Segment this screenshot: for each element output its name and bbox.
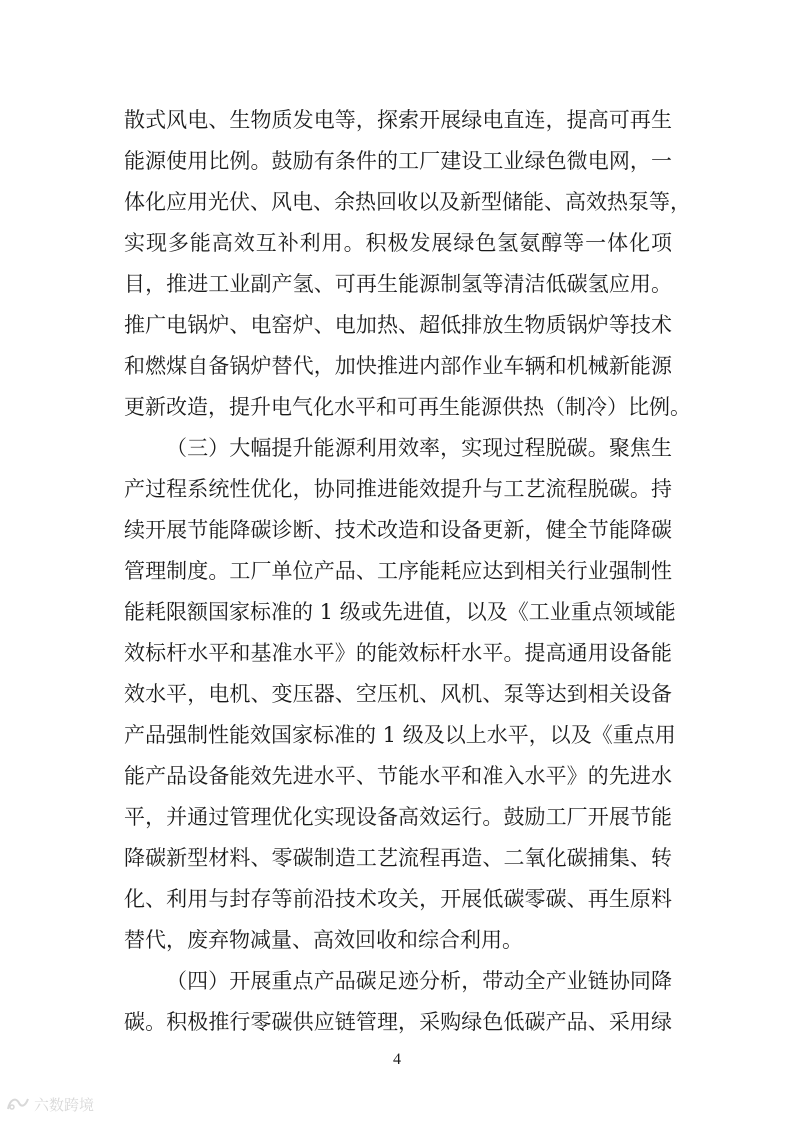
section-heading-line: （四）开展重点产品碳足迹分析，带动全产业链协同降 (166, 969, 672, 993)
text-line: 碳。积极推行零碳供应链管理，采购绿色低碳产品、采用绿 (124, 1010, 672, 1034)
watermark (6, 1093, 94, 1115)
text-line: 效水平，电机、变压器、空压机、风机、泵等达到相关设备 (124, 682, 672, 706)
text-line: 降碳新型材料、零碳制造工艺流程再造、二氧化碳捕集、转 (124, 846, 672, 870)
text-line: 能产品设备能效先进水平、节能水平和准入水平》的先进水 (124, 764, 672, 788)
text-line: 能耗限额国家标准的 1 级或先进值，以及《工业重点领域能 (124, 600, 676, 624)
section-heading-line: （三）大幅提升能源利用效率，实现过程脱碳。聚焦生 (166, 436, 672, 460)
text-line: 更新改造，提升电气化水平和可再生能源供热（制冷）比例。 (124, 395, 691, 419)
text-line: 产过程系统性优化，协同推进能效提升与工艺流程脱碳。持 (124, 477, 672, 501)
text-line: 平，并通过管理优化实现设备高效运行。鼓励工厂开展节能 (124, 805, 672, 829)
text-line: 能源使用比例。鼓励有条件的工厂建设工业绿色微电网，一 (124, 149, 672, 173)
text-line: 产品强制性能效国家标准的 1 级及以上水平，以及《重点用 (124, 723, 676, 747)
text-line: 目，推进工业副产氢、可再生能源制氢等清洁低碳氢应用。 (124, 272, 672, 296)
text-line: 效标杆水平和基准水平》的能效标杆水平。提高通用设备能 (124, 641, 672, 665)
text-line: 推广电锅炉、电窑炉、电加热、超低排放生物质锅炉等技术 (124, 313, 672, 337)
text-line: 续开展节能降碳诊断、技术改造和设备更新，健全节能降碳 (124, 518, 672, 542)
page-number: 4 (393, 1051, 401, 1068)
watermark-logo-icon (6, 1095, 30, 1113)
text-line: 管理制度。工厂单位产品、工序能耗应达到相关行业强制性 (124, 559, 672, 583)
text-line: 化、利用与封存等前沿技术攻关，开展低碳零碳、再生原料 (124, 887, 672, 911)
text-line: 散式风电、生物质发电等，探索开展绿电直连，提高可再生 (124, 108, 672, 132)
text-line: 体化应用光伏、风电、余热回收以及新型储能、高效热泵等， (124, 190, 691, 214)
text-line: 替代，废弃物减量、高效回收和综合利用。 (124, 928, 523, 952)
watermark-text: 六数跨境 (34, 1095, 95, 1114)
text-line: 和燃煤自备锅炉替代，加快推进内部作业车辆和机械新能源 (124, 354, 672, 378)
text-line: 实现多能高效互补利用。积极发展绿色氢氨醇等一体化项 (124, 231, 672, 255)
